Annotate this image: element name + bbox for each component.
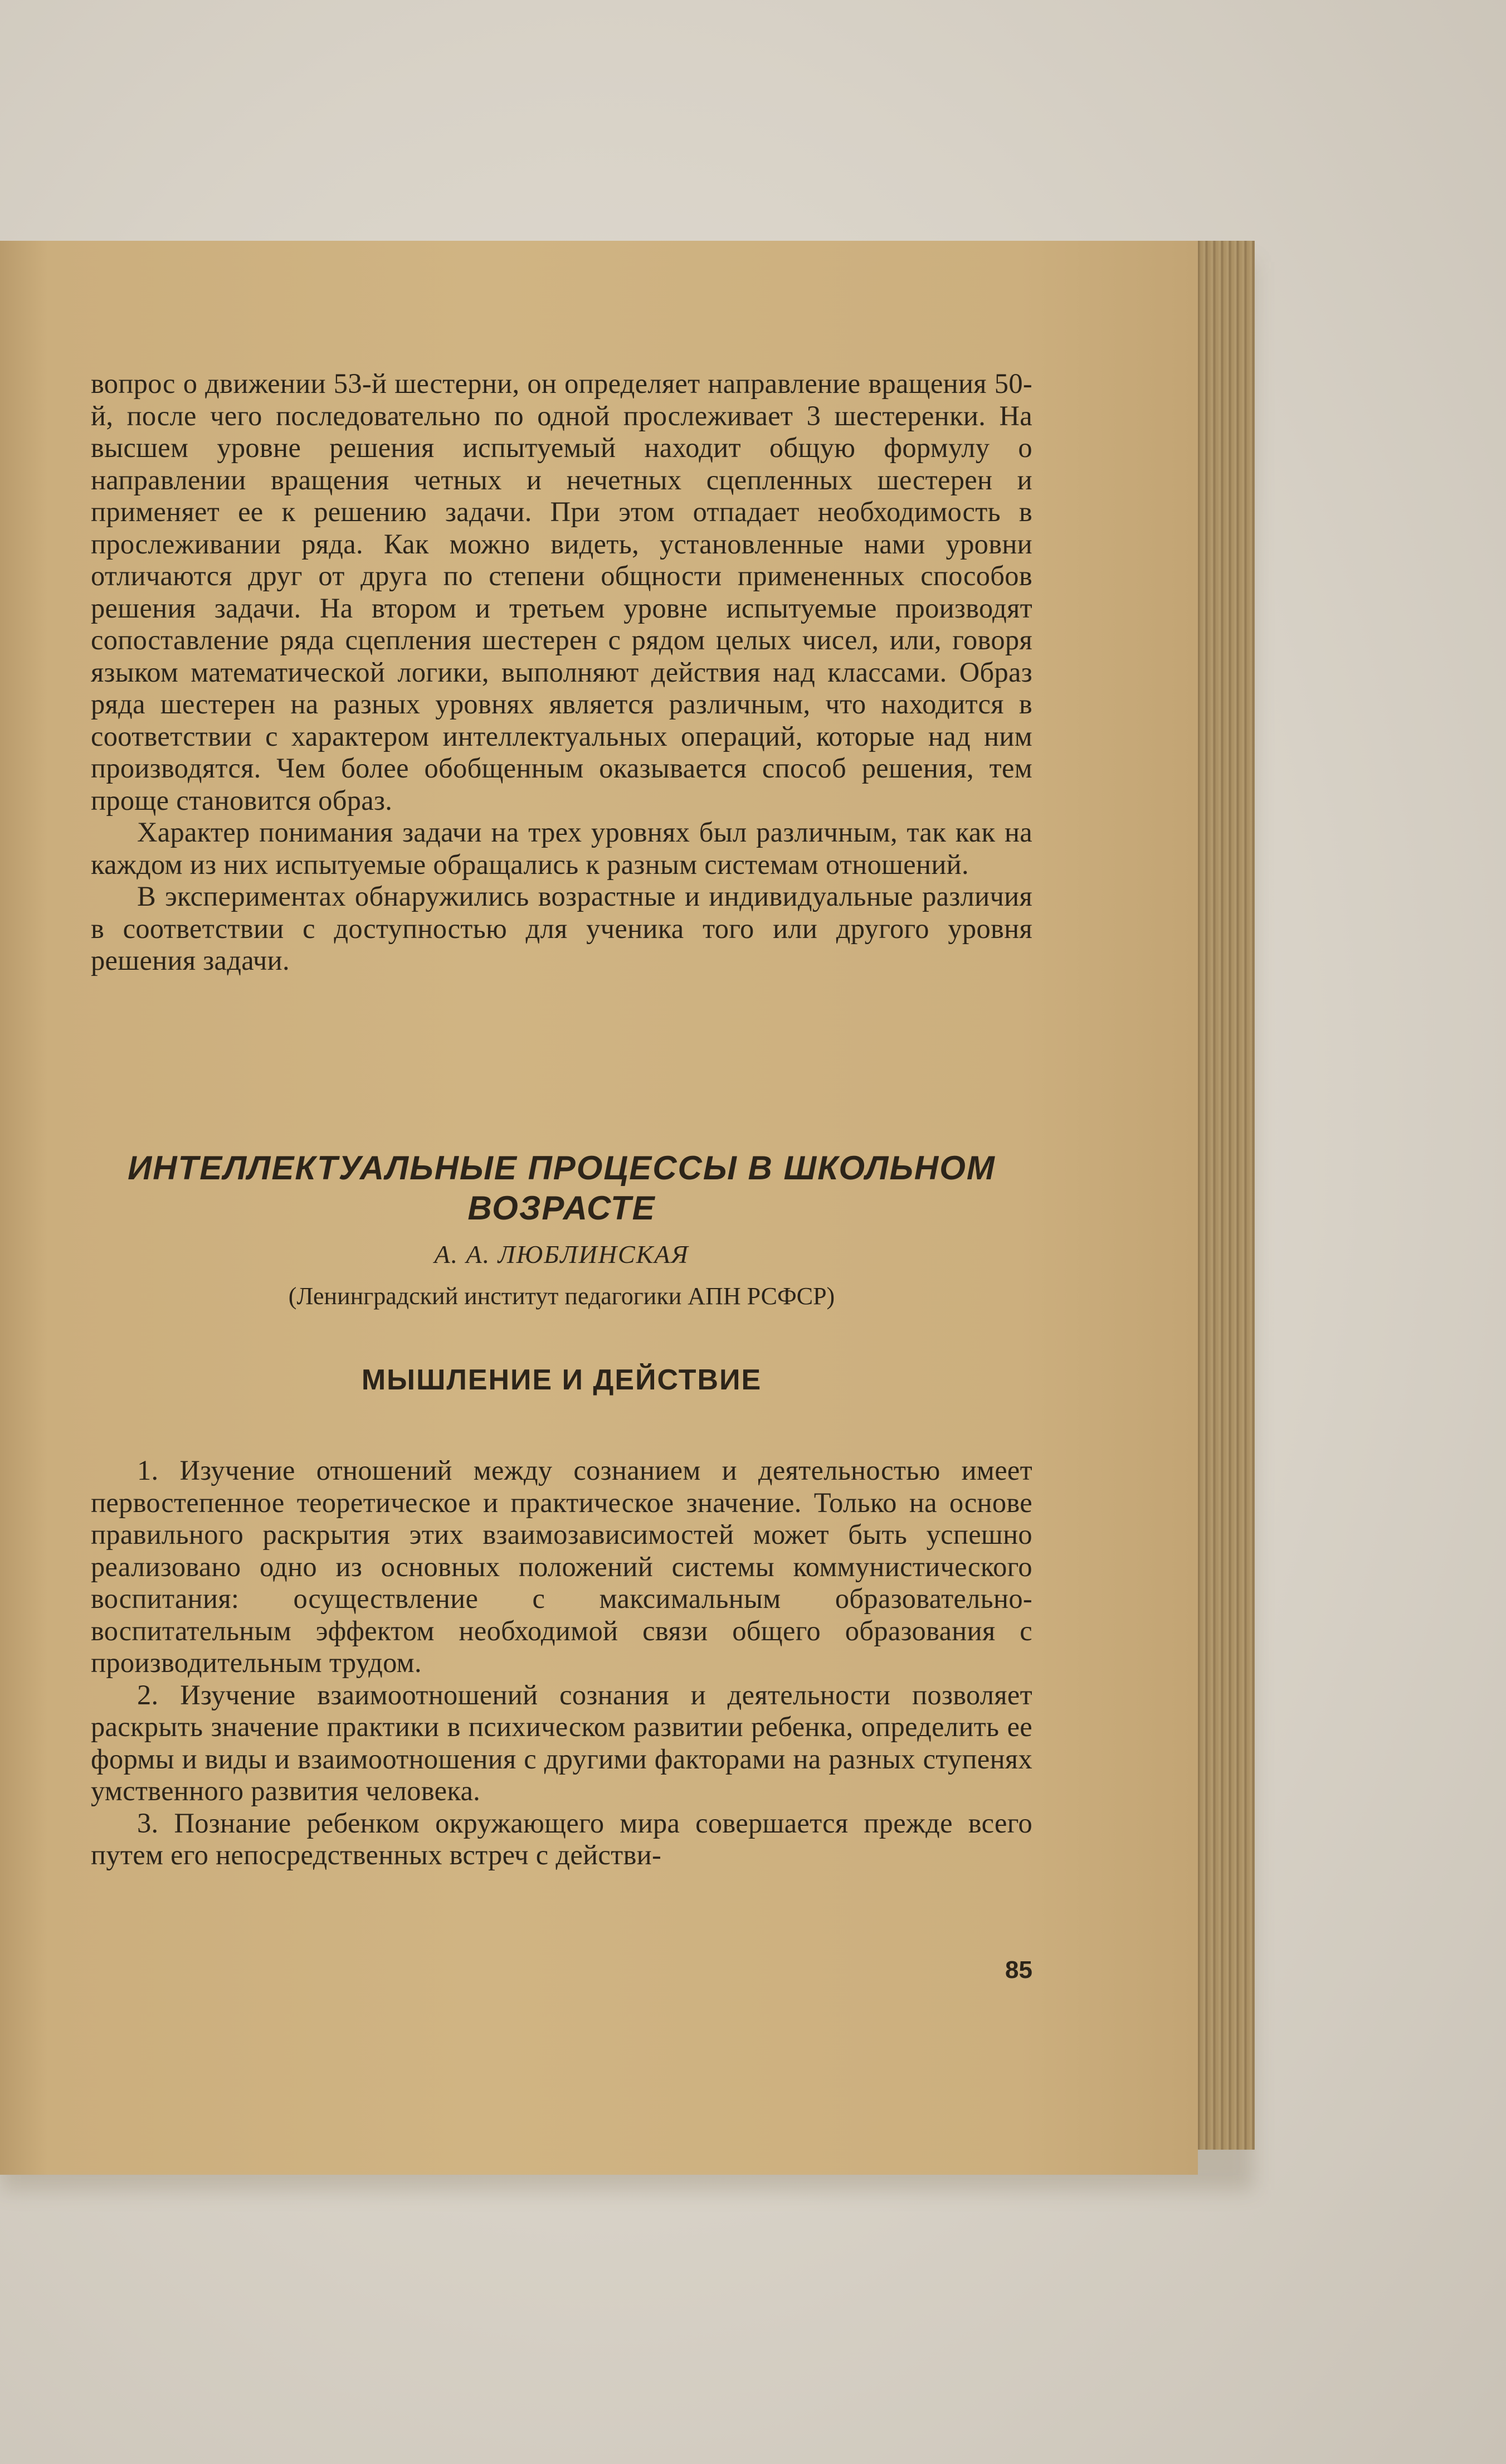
- book-page: [0, 241, 1198, 2175]
- section-heading: МЫШЛЕНИЕ И ДЕЙСТВИЕ: [361, 1364, 762, 1396]
- numbered-paragraph: 3. Познание ребенком окружающего мира совершается прежде всего путем его непосредственных встреч с действи-: [91, 1807, 1032, 1870]
- page-number: 85: [1005, 1956, 1032, 1984]
- article-title: ИНТЕЛЛЕКТУАЛЬНЫЕ ПРОЦЕССЫ В ШКОЛЬНОМ ВОЗРАСТЕ: [128, 1149, 996, 1227]
- paragraph-continued: вопрос о движении 53-й шестерни, он определяет направление вращения 50-й, после чего последовательно по одной прослеживает 3 шестеренки. На высшем уровне решения испытуемый находит общую формулу о направлении вращения четных и нечетных сцепленных шестерен и применяет ее к решению задачи. При этом отпадает необходимость в прослеживании ряда. Как можно видеть, установленные нами уровни отличаются друг от друга по степени общности примененных способов решения задачи. На втором и третьем уровне испытуемые производят сопоставление ряда сцепления шестерен с рядом целых чисел, или, говоря языком математической логики, выполняют действия над классами. Образ ряда шестерен на разных уровнях является различным, что находится в соответствии с характером интеллектуальных операций, которые над ним производятся. Чем более обобщенным оказывается способ решения, тем проще становится образ.: [91, 368, 1032, 816]
- numbered-paragraph: 2. Изучение взаимоотношений сознания и деятельности позволяет раскрыть значение практики в психическом развитии ребенка, определить ее формы и виды и взаимоотношения с другими факторами на разных ступенях умственного развития человека.: [91, 1679, 1032, 1806]
- article-author: А. А. ЛЮБЛИНСКАЯ: [434, 1240, 689, 1269]
- paragraph: В экспериментах обнаружились возрастные и индивидуальные различия в соответствии с доступностью для ученика того или другого уровня решения задачи.: [91, 881, 1032, 976]
- numbered-paragraph: 1. Изучение отношений между сознанием и деятельностью имеет первостепенное теоретическое и практическое значение. Только на основе правильного раскрытия этих взаимозависимостей может быть успешно реализовано одно из основных положений системы коммунистического воспитания: осуществление с максимальным образовательно-воспитательным эффектом необходимой связи общего образования с производительным трудом.: [91, 1455, 1032, 1678]
- article-affiliation: (Ленинградский институт педагогики АПН РСФСР): [288, 1282, 835, 1310]
- bottom-text-block: [91, 1455, 1032, 1872]
- top-text-block: [91, 368, 1032, 977]
- book-page-edges: [1192, 241, 1255, 2150]
- paragraph: Характер понимания задачи на трех уровнях был различным, так как на каждом из них испытуемые обращались к разным системам отношений.: [91, 817, 1032, 880]
